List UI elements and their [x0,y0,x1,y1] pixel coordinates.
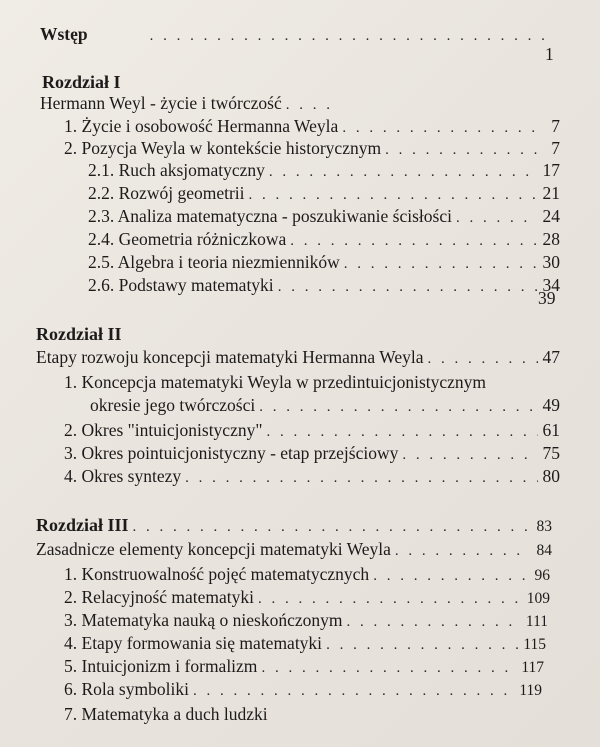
leader-dots [385,140,538,160]
page-number: 24 [542,206,560,226]
chapter-2-title[interactable]: Etapy rozwoju koncepcji matematyki Hermanna Weyla . . . 47 [36,347,560,369]
chapter-3-title[interactable]: Zasadnicze elementy koncepcji matematyki Weyla . . . 84 [36,539,552,561]
toc-entry[interactable]: okresie jego twórczości . . . 49 [90,395,560,417]
leader-dots [342,118,538,138]
leader-dots [344,254,538,274]
leader-dots [258,589,523,609]
page-number: 39 [538,288,556,308]
toc-entry[interactable]: 2. Pozycja Weyla w kontekście historycznym . . . 7 [64,138,560,160]
page-number: 21 [542,183,560,203]
toc-entry[interactable]: 2.6. Podstawy matematyki . . . 34 [88,275,560,297]
page-number: 28 [542,229,560,249]
leader-dots [373,566,528,586]
leader-dots [456,208,538,228]
toc-entry-intro[interactable] [40,24,558,46]
toc-entry[interactable]: 2.3. Analiza matematyczna - poszukiwanie ścisłości . . . 24 [88,206,560,228]
page-number: 84 [536,542,552,559]
leader-dots [428,349,538,369]
toc-entry[interactable]: 7. Matematyka a duch ludzki [64,704,268,724]
toc-entry[interactable]: 1. Koncepcja matematyki Weyla w przedintuicjonistycznym [64,372,487,392]
leader-dots [402,445,538,465]
leader-dots [346,612,521,632]
toc-entry[interactable]: 3. Matematyka nauką o nieskończonym . . . 111 [64,610,548,632]
toc-entry[interactable]: 3. Okres pointuicjonistyczny - etap przejściowy . . . 75 [64,443,560,465]
leader-dots [269,162,538,182]
leader-dots [249,185,538,205]
page-number: 47 [542,347,560,367]
page-number: 34 [542,275,560,295]
leader-dots [278,277,538,297]
page-number: 80 [542,466,560,486]
chapter-3-heading: Rozdział III [36,515,129,535]
toc-entry[interactable]: 5. Intuicjonizm i formalizm . . . 117 [64,656,544,678]
intro-title: Wstęp [40,24,88,44]
chapter-3-heading-row[interactable] [36,515,552,537]
page-number: 111 [525,613,548,630]
toc-entry[interactable]: 1. Konstruowalność pojęć matematycznych . . . 96 [64,564,550,586]
leader-dots [133,517,530,537]
page-number: 119 [519,682,542,699]
intro-page-number: 1 [545,44,554,64]
page-number: 17 [542,160,560,180]
page-number: 109 [526,590,550,607]
page-number: 61 [542,420,560,440]
toc-entry[interactable]: 2. Relacyjność matematyki . . . 109 [64,587,550,609]
page-number: 75 [542,443,560,463]
leader-dots [326,635,519,655]
toc-entry[interactable]: 2. Okres "intuicjonistyczny" . . . 61 [64,420,560,442]
toc-entry[interactable]: 2.4. Geometria różniczkowa . . . 28 [88,229,560,251]
toc-entry[interactable]: 6. Rola symboliki . . . 119 [64,679,542,701]
toc-entry[interactable]: 4. Etapy formowania się matematyki . . . 115 [64,633,546,655]
leader-dots [267,422,539,442]
leader-dots [395,541,530,561]
leader-dots [150,26,554,46]
page-number: 7 [551,138,560,158]
leader-dots [286,95,336,115]
toc-entry[interactable]: 2.5. Algebra i teoria niezmienników . . . 30 [88,252,560,274]
chapter-1-title[interactable]: Hermann Weyl - życie i twórczość . . . [40,93,340,115]
toc-entry[interactable]: 2.2. Rozwój geometrii . . . 21 [88,183,560,205]
leader-dots [185,468,538,488]
page-number: 49 [542,395,560,415]
page-number: 83 [536,518,552,535]
leader-dots [261,658,517,678]
toc-entry[interactable]: 4. Okres syntezy . . . 80 [64,466,560,488]
page-number: 117 [521,659,544,676]
page-number: 30 [542,252,560,272]
page-number: 96 [534,567,550,584]
leader-dots [259,397,538,417]
leader-dots [290,231,538,251]
page-number: 115 [523,636,546,653]
page-number: 7 [551,116,560,136]
chapter-2-heading: Rozdział II [36,324,122,344]
chapter-1-heading: Rozdział I [42,72,121,92]
leader-dots [193,681,515,701]
toc-entry[interactable]: 1. Życie i osobowość Hermanna Weyla . . . 7 [64,116,560,138]
toc-entry[interactable]: 2.1. Ruch aksjomatyczny . . . 17 [88,160,560,182]
